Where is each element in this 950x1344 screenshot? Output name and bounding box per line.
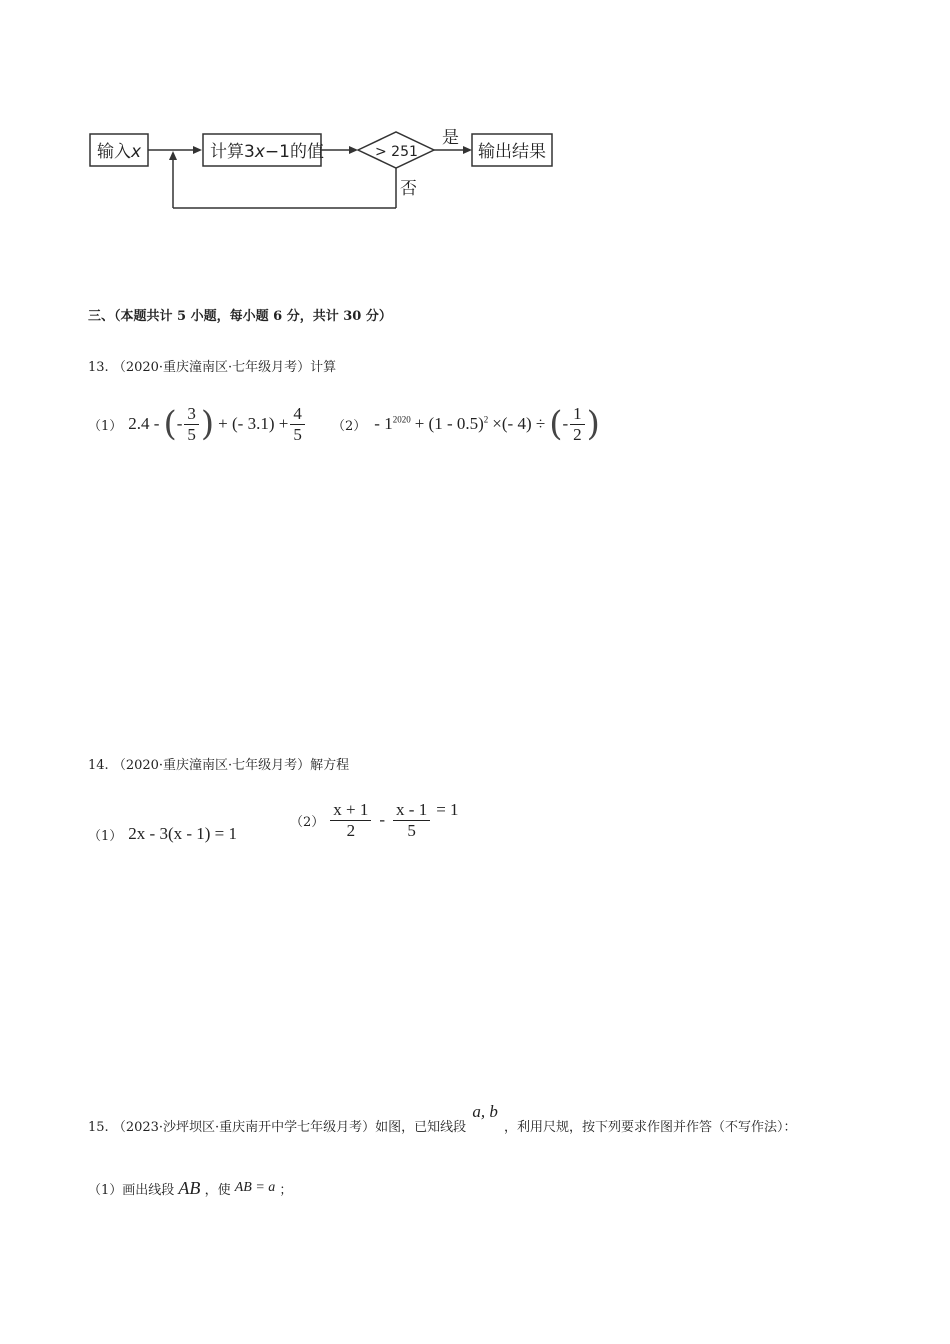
fraction <box>570 404 585 444</box>
q14-part1 <box>88 824 237 844</box>
exponent: 2020 <box>392 414 411 425</box>
fraction <box>184 404 199 444</box>
question-number: 15. <box>88 1120 109 1135</box>
equation: 2x - 3(x - 1) = 1 <box>128 824 238 843</box>
part-label: （1） <box>88 828 123 844</box>
part-label: （2） <box>332 418 367 434</box>
question-number: 13. <box>88 360 109 375</box>
fraction-num: 3 <box>184 404 199 425</box>
fraction <box>393 800 430 840</box>
fraction-den: 5 <box>293 424 302 444</box>
fraction-num: x + 1 <box>330 800 371 821</box>
q13-part2: （2） - $1^{2020}$ + (1 - 0.5)$^2$ ×(- 4) ÷ ( - $\frac{1}{2}$ ) <box>332 404 600 445</box>
section-heading: 三、（本题共计 5 小题，每小题 6 分，共计 30 分） <box>88 309 392 324</box>
svg-text:输入x <box>97 142 142 162</box>
fraction-den: 2 <box>346 820 356 840</box>
math-text: 2.4 - <box>128 414 160 434</box>
q15-part1 <box>88 1178 292 1199</box>
part-label: （1） <box>88 418 123 434</box>
yes-label: 是 <box>442 128 459 148</box>
math-text: + (- 3.1) + <box>218 414 289 434</box>
arrow-head-icon <box>193 146 202 154</box>
question-rest: ，利用尺规，按下列要求作图并作答（不写作法）： <box>503 1120 797 1135</box>
math-text: ×(- 4) ÷ <box>492 414 546 434</box>
end-punct: ； <box>279 1183 293 1198</box>
question-source: （2020·重庆潼南区·七年级月考）解方程 <box>112 758 350 773</box>
fraction-num: x - 1 <box>393 800 430 821</box>
fraction-num: 4 <box>290 404 305 425</box>
output-label: 输出结果 <box>478 142 546 162</box>
condition-label: > 251 <box>375 144 418 160</box>
math-text: - 1 <box>374 414 393 434</box>
compute-label-post: −1的值 <box>264 142 324 162</box>
compute-var: x <box>254 142 265 162</box>
fraction <box>290 404 305 444</box>
fraction-den: 2 <box>573 424 582 444</box>
question-14-header <box>88 754 349 773</box>
input-label: 输入 <box>97 142 131 162</box>
question-source: （2023·沙坪坝区·重庆南开中学七年级月考）如图，已知线段 <box>112 1120 467 1135</box>
math-rhs: = 1 <box>436 800 459 820</box>
math-neg: - <box>176 414 183 434</box>
fraction-den: 5 <box>407 820 416 840</box>
segment-name: AB <box>178 1178 201 1198</box>
no-label: 否 <box>400 179 417 199</box>
question-source: （2020·重庆潼南区·七年级月考）计算 <box>112 360 337 375</box>
question-15-header <box>88 1102 797 1136</box>
fraction-den: 5 <box>187 424 196 444</box>
fraction <box>330 800 371 840</box>
connector-text: ，使 <box>204 1183 231 1198</box>
q13-part1: （1） 2.4 - ( - $\frac{3}{5}$ ) + (- 3.1) + $\frac{4}{5}$ <box>88 404 307 444</box>
input-var: x <box>131 142 142 162</box>
math-neg: - <box>562 414 569 434</box>
question-number: 14. <box>88 758 109 773</box>
question-13-header <box>88 356 336 375</box>
arrow-head-icon <box>169 151 177 160</box>
compute-label-pre: 计算3 <box>210 142 255 162</box>
exponent: 2 <box>483 414 489 425</box>
fraction-num: 1 <box>570 404 585 425</box>
part-label: （1）画出线段 <box>88 1183 175 1198</box>
arrow-head-icon <box>463 146 472 154</box>
part-label: （2） <box>290 814 325 830</box>
segment-vars: a, b <box>472 1102 498 1121</box>
flowchart <box>0 110 600 220</box>
math-minus: - <box>379 810 386 830</box>
q14-part2 <box>290 800 459 840</box>
equation: AB = a <box>234 1180 276 1195</box>
math-text: + (1 - 0.5) <box>414 414 484 434</box>
svg-text:计算3x−1的值 <box>210 142 324 162</box>
